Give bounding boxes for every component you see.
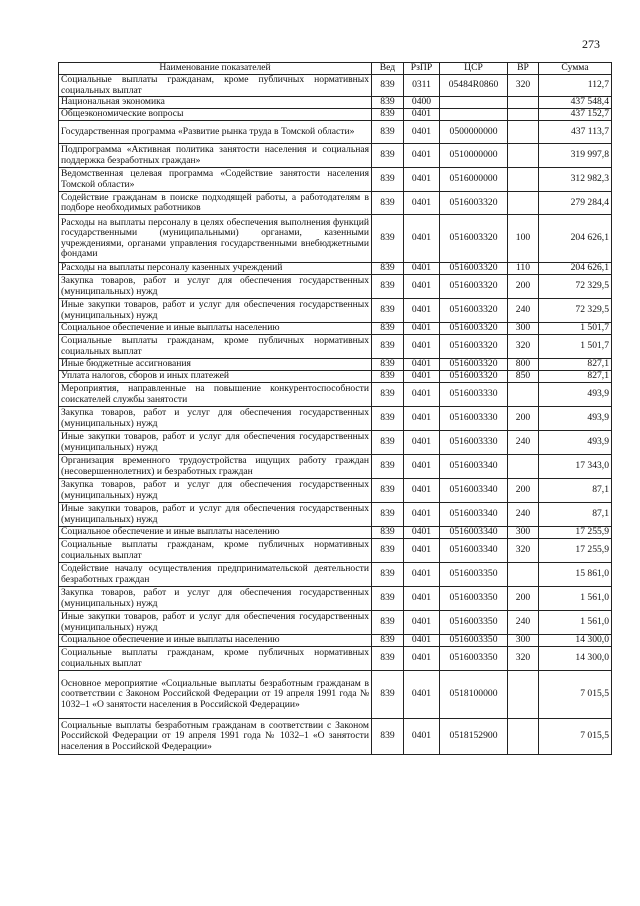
cell-csr: 0516003330 [440, 383, 508, 407]
cell-ved: 839 [372, 275, 404, 299]
header-rzpr: РзПР [404, 63, 440, 75]
cell-csr: 0510000000 [440, 144, 508, 168]
table-row [59, 587, 612, 611]
cell-sum: 17 255,9 [539, 527, 612, 539]
budget-table [58, 62, 612, 755]
cell-vr [508, 121, 539, 144]
cell-csr: 0516003350 [440, 563, 508, 587]
cell-vr: 320 [508, 335, 539, 359]
cell-ved: 839 [372, 647, 404, 671]
cell-vr [508, 192, 539, 215]
cell-name: Закупка товаров, работ и услуг для обеспечения государственных (муниципальных) нужд [59, 407, 372, 431]
cell-sum: 15 861,0 [539, 563, 612, 587]
cell-ved: 839 [372, 587, 404, 611]
cell-rzpr: 0401 [404, 109, 440, 121]
table-row [59, 527, 612, 539]
table-row [59, 109, 612, 121]
cell-vr: 200 [508, 407, 539, 431]
cell-vr [508, 144, 539, 168]
table-row [59, 97, 612, 109]
table-row [59, 323, 612, 335]
cell-rzpr: 0401 [404, 611, 440, 635]
cell-ved: 839 [372, 121, 404, 144]
cell-name: Закупка товаров, работ и услуг для обеспечения государственных (муниципальных) нужд [59, 275, 372, 299]
cell-sum: 204 626,1 [539, 263, 612, 275]
cell-name: Иные закупки товаров, работ и услуг для обеспечения государственных (муниципальных) нужд [59, 611, 372, 635]
cell-sum: 14 300,0 [539, 635, 612, 647]
table-row [59, 479, 612, 503]
cell-csr: 0516003320 [440, 275, 508, 299]
cell-vr: 240 [508, 299, 539, 323]
table-row [59, 563, 612, 587]
cell-rzpr: 0401 [404, 719, 440, 755]
cell-rzpr: 0401 [404, 299, 440, 323]
cell-ved: 839 [372, 539, 404, 563]
cell-ved: 839 [372, 359, 404, 371]
header-sum: Сумма [539, 63, 612, 75]
cell-vr: 200 [508, 479, 539, 503]
cell-sum: 279 284,4 [539, 192, 612, 215]
cell-sum: 17 343,0 [539, 455, 612, 479]
table-row [59, 431, 612, 455]
table-row [59, 359, 612, 371]
cell-ved: 839 [372, 503, 404, 527]
cell-rzpr: 0401 [404, 275, 440, 299]
cell-rzpr: 0311 [404, 75, 440, 97]
cell-csr: 0516003350 [440, 611, 508, 635]
cell-sum: 493,9 [539, 383, 612, 407]
cell-vr: 110 [508, 263, 539, 275]
cell-name: Мероприятия, направленные на повышение конкурентоспособности соискателей службы занятости [59, 383, 372, 407]
table-row [59, 611, 612, 635]
cell-rzpr: 0400 [404, 97, 440, 109]
table-body [59, 75, 612, 755]
cell-csr: 0516003320 [440, 192, 508, 215]
cell-rzpr: 0401 [404, 371, 440, 383]
cell-csr: 0516003320 [440, 299, 508, 323]
cell-ved: 839 [372, 671, 404, 719]
table-row [59, 371, 612, 383]
cell-name: Подпрограмма «Активная политика занятости населения и социальная поддержка безработных граждан» [59, 144, 372, 168]
cell-csr: 0516003320 [440, 359, 508, 371]
cell-ved: 839 [372, 719, 404, 755]
cell-name: Ведомственная целевая программа «Содействие занятости населения Томской области» [59, 168, 372, 192]
cell-csr: 0516003320 [440, 215, 508, 263]
cell-vr [508, 719, 539, 755]
cell-csr [440, 97, 508, 109]
cell-ved: 839 [372, 371, 404, 383]
cell-csr: 0516003330 [440, 407, 508, 431]
cell-vr [508, 168, 539, 192]
cell-csr: 0518152900 [440, 719, 508, 755]
table-row [59, 539, 612, 563]
cell-sum: 87,1 [539, 503, 612, 527]
cell-name: Национальная экономика [59, 97, 372, 109]
table-row [59, 299, 612, 323]
cell-ved: 839 [372, 383, 404, 407]
cell-ved: 839 [372, 455, 404, 479]
cell-vr [508, 671, 539, 719]
cell-csr: 0516003340 [440, 503, 508, 527]
cell-name: Социальное обеспечение и иные выплаты населению [59, 635, 372, 647]
table-row [59, 719, 612, 755]
cell-ved: 839 [372, 192, 404, 215]
cell-sum: 493,9 [539, 407, 612, 431]
table-header-row [59, 63, 612, 75]
cell-name: Социальные выплаты гражданам, кроме публичных нормативных социальных выплат [59, 335, 372, 359]
cell-ved: 839 [372, 479, 404, 503]
cell-rzpr: 0401 [404, 479, 440, 503]
cell-ved: 839 [372, 527, 404, 539]
cell-ved: 839 [372, 563, 404, 587]
cell-name: Социальные выплаты гражданам, кроме публичных нормативных социальных выплат [59, 647, 372, 671]
table-row [59, 168, 612, 192]
cell-csr [440, 109, 508, 121]
cell-rzpr: 0401 [404, 503, 440, 527]
cell-sum: 1 561,0 [539, 611, 612, 635]
cell-sum: 827,1 [539, 359, 612, 371]
table-row [59, 263, 612, 275]
header-name: Наименование показателей [59, 63, 372, 75]
cell-ved: 839 [372, 144, 404, 168]
cell-vr [508, 455, 539, 479]
cell-csr: 0516003340 [440, 527, 508, 539]
cell-name: Социальные выплаты безработным гражданам в соответствии с Законом Российской Федерации от 19 апреля 1991 года № 1032–1 «О занятости населения в Российской Федерации» [59, 719, 372, 755]
cell-vr: 200 [508, 275, 539, 299]
cell-csr: 0500000000 [440, 121, 508, 144]
cell-sum: 827,1 [539, 371, 612, 383]
cell-rzpr: 0401 [404, 455, 440, 479]
cell-name: Содействие гражданам в поиске подходящей работы, а работодателям в подборе необходимых работников [59, 192, 372, 215]
cell-vr: 240 [508, 503, 539, 527]
table-row [59, 275, 612, 299]
cell-name: Организация временного трудоустройства ищущих работу граждан (несовершеннолетних) и безработных граждан [59, 455, 372, 479]
cell-name: Закупка товаров, работ и услуг для обеспечения государственных (муниципальных) нужд [59, 479, 372, 503]
cell-name: Иные закупки товаров, работ и услуг для обеспечения государственных (муниципальных) нужд [59, 431, 372, 455]
cell-name: Расходы на выплаты персоналу в целях обеспечения выполнения функций государственными (муниципальными) органами, казенными учреждениями, органами управления государственными внебюджетными фондами [59, 215, 372, 263]
cell-vr [508, 109, 539, 121]
cell-csr: 0516003330 [440, 431, 508, 455]
cell-rzpr: 0401 [404, 431, 440, 455]
cell-rzpr: 0401 [404, 647, 440, 671]
table-row [59, 192, 612, 215]
cell-sum: 1 561,0 [539, 587, 612, 611]
cell-rzpr: 0401 [404, 192, 440, 215]
cell-ved: 839 [372, 323, 404, 335]
cell-rzpr: 0401 [404, 671, 440, 719]
table-row [59, 407, 612, 431]
cell-vr: 100 [508, 215, 539, 263]
cell-name: Содействие началу осуществления предпринимательской деятельности безработных граждан [59, 563, 372, 587]
cell-name: Закупка товаров, работ и услуг для обеспечения государственных (муниципальных) нужд [59, 587, 372, 611]
cell-sum: 437 113,7 [539, 121, 612, 144]
cell-csr: 0516003350 [440, 587, 508, 611]
cell-ved: 839 [372, 431, 404, 455]
cell-ved: 839 [372, 109, 404, 121]
cell-vr: 850 [508, 371, 539, 383]
cell-vr: 300 [508, 323, 539, 335]
cell-sum: 17 255,9 [539, 539, 612, 563]
cell-csr: 0516003320 [440, 263, 508, 275]
table-row [59, 635, 612, 647]
table-row [59, 215, 612, 263]
cell-name: Социальные выплаты гражданам, кроме публичных нормативных социальных выплат [59, 539, 372, 563]
cell-name: Уплата налогов, сборов и иных платежей [59, 371, 372, 383]
cell-rzpr: 0401 [404, 563, 440, 587]
cell-sum: 319 997,8 [539, 144, 612, 168]
cell-ved: 839 [372, 168, 404, 192]
table-row [59, 455, 612, 479]
cell-sum: 7 015,5 [539, 671, 612, 719]
cell-ved: 839 [372, 215, 404, 263]
cell-csr: 05484R0860 [440, 75, 508, 97]
cell-sum: 72 329,5 [539, 275, 612, 299]
cell-name: Социальные выплаты гражданам, кроме публичных нормативных социальных выплат [59, 75, 372, 97]
cell-rzpr: 0401 [404, 407, 440, 431]
cell-csr: 0516003340 [440, 539, 508, 563]
cell-sum: 14 300,0 [539, 647, 612, 671]
header-vr: ВР [508, 63, 539, 75]
cell-rzpr: 0401 [404, 527, 440, 539]
cell-vr: 320 [508, 647, 539, 671]
cell-rzpr: 0401 [404, 335, 440, 359]
cell-name: Государственная программа «Развитие рынка труда в Томской области» [59, 121, 372, 144]
cell-rzpr: 0401 [404, 168, 440, 192]
cell-vr: 300 [508, 527, 539, 539]
cell-sum: 493,9 [539, 431, 612, 455]
cell-rzpr: 0401 [404, 121, 440, 144]
cell-rzpr: 0401 [404, 587, 440, 611]
cell-name: Расходы на выплаты персоналу казенных учреждений [59, 263, 372, 275]
cell-sum: 72 329,5 [539, 299, 612, 323]
cell-vr: 320 [508, 75, 539, 97]
cell-vr [508, 97, 539, 109]
cell-vr: 300 [508, 635, 539, 647]
cell-rzpr: 0401 [404, 323, 440, 335]
cell-rzpr: 0401 [404, 144, 440, 168]
header-csr: ЦСР [440, 63, 508, 75]
cell-vr [508, 383, 539, 407]
cell-csr: 0516003320 [440, 323, 508, 335]
cell-csr: 0516003350 [440, 635, 508, 647]
cell-ved: 839 [372, 611, 404, 635]
cell-rzpr: 0401 [404, 635, 440, 647]
header-ved: Вед [372, 63, 404, 75]
cell-ved: 839 [372, 635, 404, 647]
cell-rzpr: 0401 [404, 359, 440, 371]
cell-rzpr: 0401 [404, 383, 440, 407]
cell-name: Социальное обеспечение и иные выплаты населению [59, 527, 372, 539]
cell-csr: 0518100000 [440, 671, 508, 719]
cell-csr: 0516003320 [440, 335, 508, 359]
cell-vr: 200 [508, 587, 539, 611]
cell-sum: 1 501,7 [539, 323, 612, 335]
table-row [59, 144, 612, 168]
cell-ved: 839 [372, 97, 404, 109]
cell-csr: 0516003340 [440, 455, 508, 479]
table-row [59, 335, 612, 359]
cell-name: Иные закупки товаров, работ и услуг для обеспечения государственных (муниципальных) нужд [59, 503, 372, 527]
cell-vr: 320 [508, 539, 539, 563]
table-row [59, 383, 612, 407]
cell-sum: 112,7 [539, 75, 612, 97]
table-row [59, 503, 612, 527]
cell-vr: 800 [508, 359, 539, 371]
table-row [59, 671, 612, 719]
cell-name: Иные закупки товаров, работ и услуг для обеспечения государственных (муниципальных) нужд [59, 299, 372, 323]
cell-csr: 0516003340 [440, 479, 508, 503]
cell-vr: 240 [508, 431, 539, 455]
table-row [59, 647, 612, 671]
cell-name: Основное мероприятие «Социальные выплаты безработным гражданам в соответствии с Законом Российской Федерации от 19 апреля 1991 года № 1032–1 «О занятости населения в Российской Федерации» [59, 671, 372, 719]
cell-csr: 0516003350 [440, 647, 508, 671]
cell-name: Общеэкономические вопросы [59, 109, 372, 121]
cell-ved: 839 [372, 75, 404, 97]
cell-sum: 437 548,4 [539, 97, 612, 109]
cell-sum: 7 015,5 [539, 719, 612, 755]
cell-csr: 0516000000 [440, 168, 508, 192]
table-row [59, 75, 612, 97]
cell-ved: 839 [372, 299, 404, 323]
cell-sum: 87,1 [539, 479, 612, 503]
cell-rzpr: 0401 [404, 263, 440, 275]
cell-vr: 240 [508, 611, 539, 635]
cell-sum: 437 152,7 [539, 109, 612, 121]
cell-rzpr: 0401 [404, 539, 440, 563]
table-row [59, 121, 612, 144]
cell-sum: 1 501,7 [539, 335, 612, 359]
cell-sum: 312 982,3 [539, 168, 612, 192]
cell-csr: 0516003320 [440, 371, 508, 383]
cell-name: Иные бюджетные ассигнования [59, 359, 372, 371]
cell-vr [508, 563, 539, 587]
cell-ved: 839 [372, 335, 404, 359]
cell-ved: 839 [372, 407, 404, 431]
page-number: 273 [582, 37, 600, 51]
cell-sum: 204 626,1 [539, 215, 612, 263]
cell-rzpr: 0401 [404, 215, 440, 263]
cell-name: Социальное обеспечение и иные выплаты населению [59, 323, 372, 335]
cell-ved: 839 [372, 263, 404, 275]
